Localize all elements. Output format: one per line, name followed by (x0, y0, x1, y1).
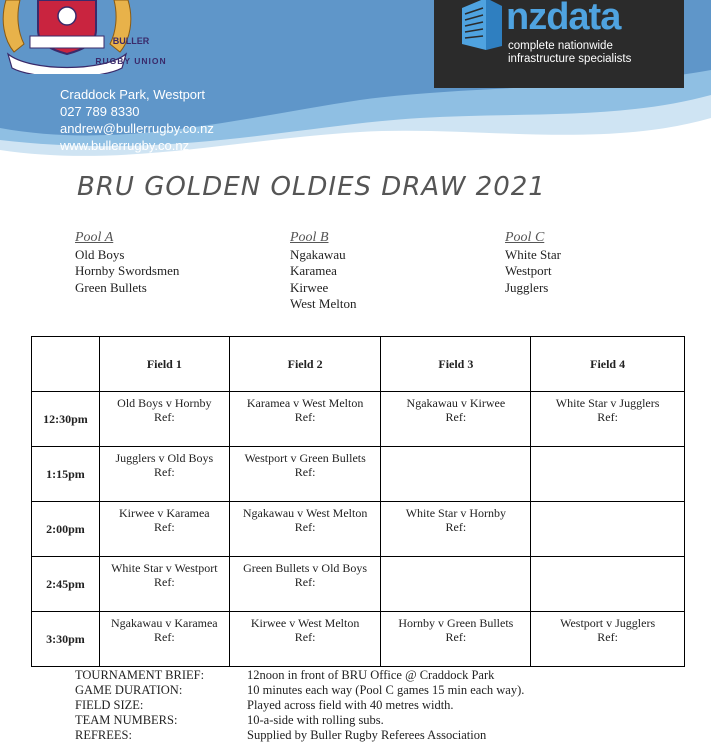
pool-team: Karamea (290, 263, 337, 278)
match-cell (531, 557, 685, 612)
match-text: Ngakawau v Kirwee (406, 396, 506, 410)
ref-text: Ref: (154, 575, 175, 589)
brief-label: GAME DURATION: (75, 683, 183, 697)
match-text: Jugglers v Old Boys (115, 451, 214, 465)
corner-cell (32, 337, 100, 392)
sponsor-name: nzdata (506, 0, 621, 38)
page-title: BRU GOLDEN OLDIES DRAW 2021 (77, 172, 546, 202)
brief-line (75, 668, 524, 683)
pool-team: West Melton (290, 296, 357, 311)
match-cell (531, 502, 685, 557)
match-cell (531, 447, 685, 502)
brief-label: TEAM NUMBERS: (75, 713, 178, 727)
brief-value: Supplied by Buller Rugby Referees Association (247, 728, 487, 742)
pool-team: Hornby Swordsmen (75, 263, 180, 278)
pool-b (290, 230, 356, 313)
match-text: Westport v Jugglers (560, 616, 656, 630)
match-cell (381, 612, 531, 667)
time-slot: 2:00pm (32, 502, 100, 557)
pool-heading: Pool C (505, 230, 545, 245)
ref-text: Ref: (154, 465, 175, 479)
match-text: White Star v Hornby (405, 506, 507, 520)
contact-website[interactable]: www.bullerrugby.co.nz (60, 138, 190, 153)
table-row (32, 447, 685, 502)
ref-text: Ref: (294, 520, 316, 534)
crest-top-text: BULLER (112, 36, 150, 46)
match-cell (99, 557, 229, 612)
time-slot: 1:15pm (32, 447, 100, 502)
contact-address: Craddock Park, Westport (60, 87, 205, 102)
pool-team: White Star (505, 246, 561, 262)
ref-text: Ref: (445, 520, 467, 534)
contact-phone: 027 789 8330 (60, 104, 140, 119)
ref-text: Ref: (294, 465, 316, 479)
table-header-row (32, 337, 685, 392)
sponsor-tagline-line-2: infrastructure specialists (508, 53, 632, 65)
brief-line (75, 698, 524, 713)
table-row (32, 392, 685, 447)
match-cell (99, 502, 229, 557)
column-header: Field 2 (229, 337, 381, 392)
brief-label: TOURNAMENT BRIEF: (75, 668, 205, 682)
pool-team: Kirwee (290, 279, 329, 295)
ref-text: Ref: (294, 630, 316, 644)
table-row (32, 612, 685, 667)
pool-team: Old Boys (75, 246, 125, 262)
brief-line (75, 683, 524, 698)
building-icon (456, 0, 506, 54)
sponsor-tagline (508, 40, 631, 66)
ref-text: Ref: (445, 630, 467, 644)
match-text: Ngakawau v West Melton (242, 506, 368, 520)
ref-text: Ref: (445, 410, 467, 424)
match-cell (229, 447, 381, 502)
brief-value: Played across field with 40 metres width. (247, 698, 454, 712)
time-slot: 12:30pm (32, 392, 100, 447)
match-text: Ngakawau v Karamea (111, 616, 218, 630)
brief-label: FIELD SIZE: (75, 698, 144, 712)
sponsor-banner (434, 0, 684, 88)
letterhead (0, 0, 711, 170)
time-slot: 2:45pm (32, 557, 100, 612)
brief-value: 10-a-side with rolling subs. (247, 713, 384, 727)
match-text: Westport v Green Bullets (244, 451, 366, 465)
contact-block (60, 86, 214, 154)
table-row (32, 502, 685, 557)
match-cell (229, 502, 381, 557)
match-text: Old Boys v Hornby (117, 396, 212, 410)
brief-value: 12noon in front of BRU Office @ Craddock Park (247, 668, 495, 682)
ref-text: Ref: (294, 410, 316, 424)
pool-team: Green Bullets (75, 279, 147, 295)
match-text: Hornby v Green Bullets (398, 616, 514, 630)
ref-text: Ref: (597, 630, 618, 644)
match-cell (381, 502, 531, 557)
ref-text: Ref: (154, 410, 175, 424)
match-cell (229, 392, 381, 447)
match-cell (531, 392, 685, 447)
brief-line (75, 728, 524, 743)
match-cell (99, 392, 229, 447)
pool-team: Westport (505, 263, 552, 278)
pool-team: Ngakawau (290, 246, 346, 262)
match-cell (99, 447, 229, 502)
match-cell (381, 557, 531, 612)
ref-text: Ref: (154, 630, 175, 644)
time-slot: 3:30pm (32, 612, 100, 667)
crest-bottom-text: RUGBY UNION (95, 56, 167, 66)
column-header: Field 3 (381, 337, 531, 392)
match-cell (381, 392, 531, 447)
match-text: White Star v Westport (111, 561, 218, 575)
match-text: Kirwee v West Melton (250, 616, 360, 630)
pool-c (505, 230, 561, 296)
draw-table (31, 336, 685, 667)
match-cell (229, 557, 381, 612)
ref-text: Ref: (597, 410, 618, 424)
ref-text: Ref: (154, 520, 175, 534)
brief-label: REFREES: (75, 728, 132, 742)
brief-value: 10 minutes each way (Pool C games 15 min each way). (247, 683, 525, 697)
sponsor-tagline-line-1: complete nationwide (508, 40, 613, 52)
match-text: Kirwee v Karamea (119, 506, 210, 520)
pool-team: Jugglers (505, 279, 549, 295)
pool-heading: Pool B (290, 230, 329, 245)
pool-heading: Pool A (75, 230, 114, 245)
tournament-brief (75, 668, 524, 743)
column-header: Field 1 (99, 337, 229, 392)
brief-line (75, 713, 524, 728)
match-cell (381, 447, 531, 502)
column-header: Field 4 (531, 337, 685, 392)
table-row (32, 557, 685, 612)
contact-email[interactable]: andrew@bullerrugby.co.nz (60, 121, 214, 136)
match-text: White Star v Jugglers (555, 396, 660, 410)
match-cell (229, 612, 381, 667)
match-cell (531, 612, 685, 667)
pool-a (75, 230, 179, 296)
match-text: Green Bullets v Old Boys (243, 561, 368, 575)
ref-text: Ref: (294, 575, 316, 589)
match-cell (99, 612, 229, 667)
match-text: Karamea v West Melton (246, 396, 364, 410)
